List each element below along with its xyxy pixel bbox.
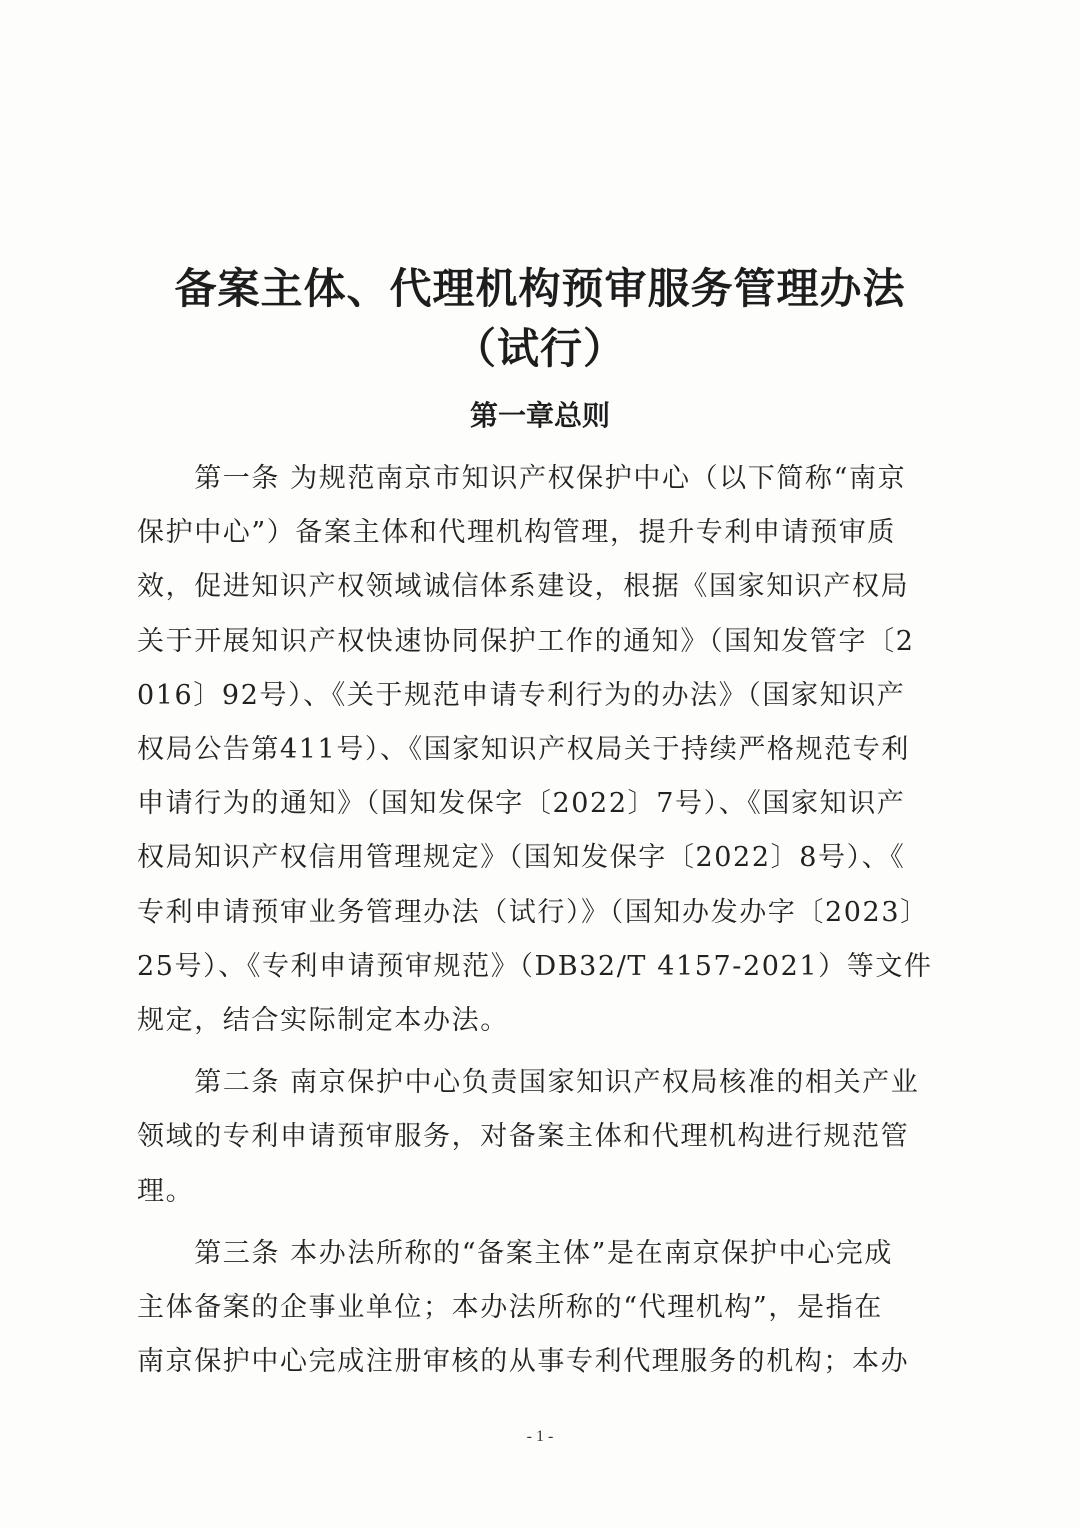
article-1-line: 25号）、《专利申请预审规范》（DB32/T 4157-2021）等文件 xyxy=(137,950,933,982)
article-1-line: 权局知识产权信用管理规定》（国知发保字〔2022〕8号）、《 xyxy=(137,842,906,874)
article-1 xyxy=(137,452,937,1048)
document-body xyxy=(137,452,937,1389)
article-3-line: 主体备案的企事业单位；本办法所称的“代理机构”，是指在 xyxy=(137,1292,883,1324)
article-1-line: 效，促进知识产权领域诚信体系建设，根据《国家知识产权局 xyxy=(137,571,910,603)
paragraph-gap xyxy=(137,1048,937,1056)
document-title-suffix: （试行） xyxy=(453,324,626,373)
article-1-line: 权局公告第411号）、《国家知识产权局关于持续严格规范专利 xyxy=(137,734,910,766)
article-1-line: 申请行为的通知》（国知发保字〔2022〕7号）、《国家知识产 xyxy=(137,788,906,820)
article-1-line: 保护中心”）备案主体和代理机构管理，提升专利申请预审质 xyxy=(137,517,897,549)
article-1-line: 关于开展知识产权快速协同保护工作的通知》（国知发管字〔2 xyxy=(137,625,915,657)
article-3-line: 第三条 本办法所称的“备案主体”是在南京保护中心完成 xyxy=(137,1237,893,1269)
article-1-line: 016〕92号）、《关于规范申请专利行为的办法》（国家知识产 xyxy=(137,679,906,711)
article-3-line: 南京保护中心完成注册审核的从事专利代理服务的机构；本办 xyxy=(137,1346,910,1378)
chapter-heading: 第一章总则 xyxy=(469,399,610,432)
article-2-line: 领域的专利申请预审服务，对备案主体和代理机构进行规范管 xyxy=(137,1121,910,1153)
article-2-line: 理。 xyxy=(137,1175,195,1207)
article-2 xyxy=(137,1056,937,1219)
article-3 xyxy=(137,1227,937,1390)
document-title: 备案主体、代理机构预审服务管理办法 xyxy=(174,264,906,313)
article-1-line: 专利申请预审业务管理办法（试行）》（国知办发办字〔2023〕 xyxy=(137,896,929,928)
page-number: - 1 - xyxy=(526,1428,554,1445)
paragraph-gap xyxy=(137,1219,937,1227)
article-1-line: 第一条 为规范南京市知识产权保护中心（以下简称“南京 xyxy=(137,463,907,494)
article-2-line: 第二条 南京保护中心负责国家知识产权局核准的相关产业 xyxy=(137,1067,920,1099)
article-1-line: 规定，结合实际制定本办法。 xyxy=(137,1005,509,1037)
